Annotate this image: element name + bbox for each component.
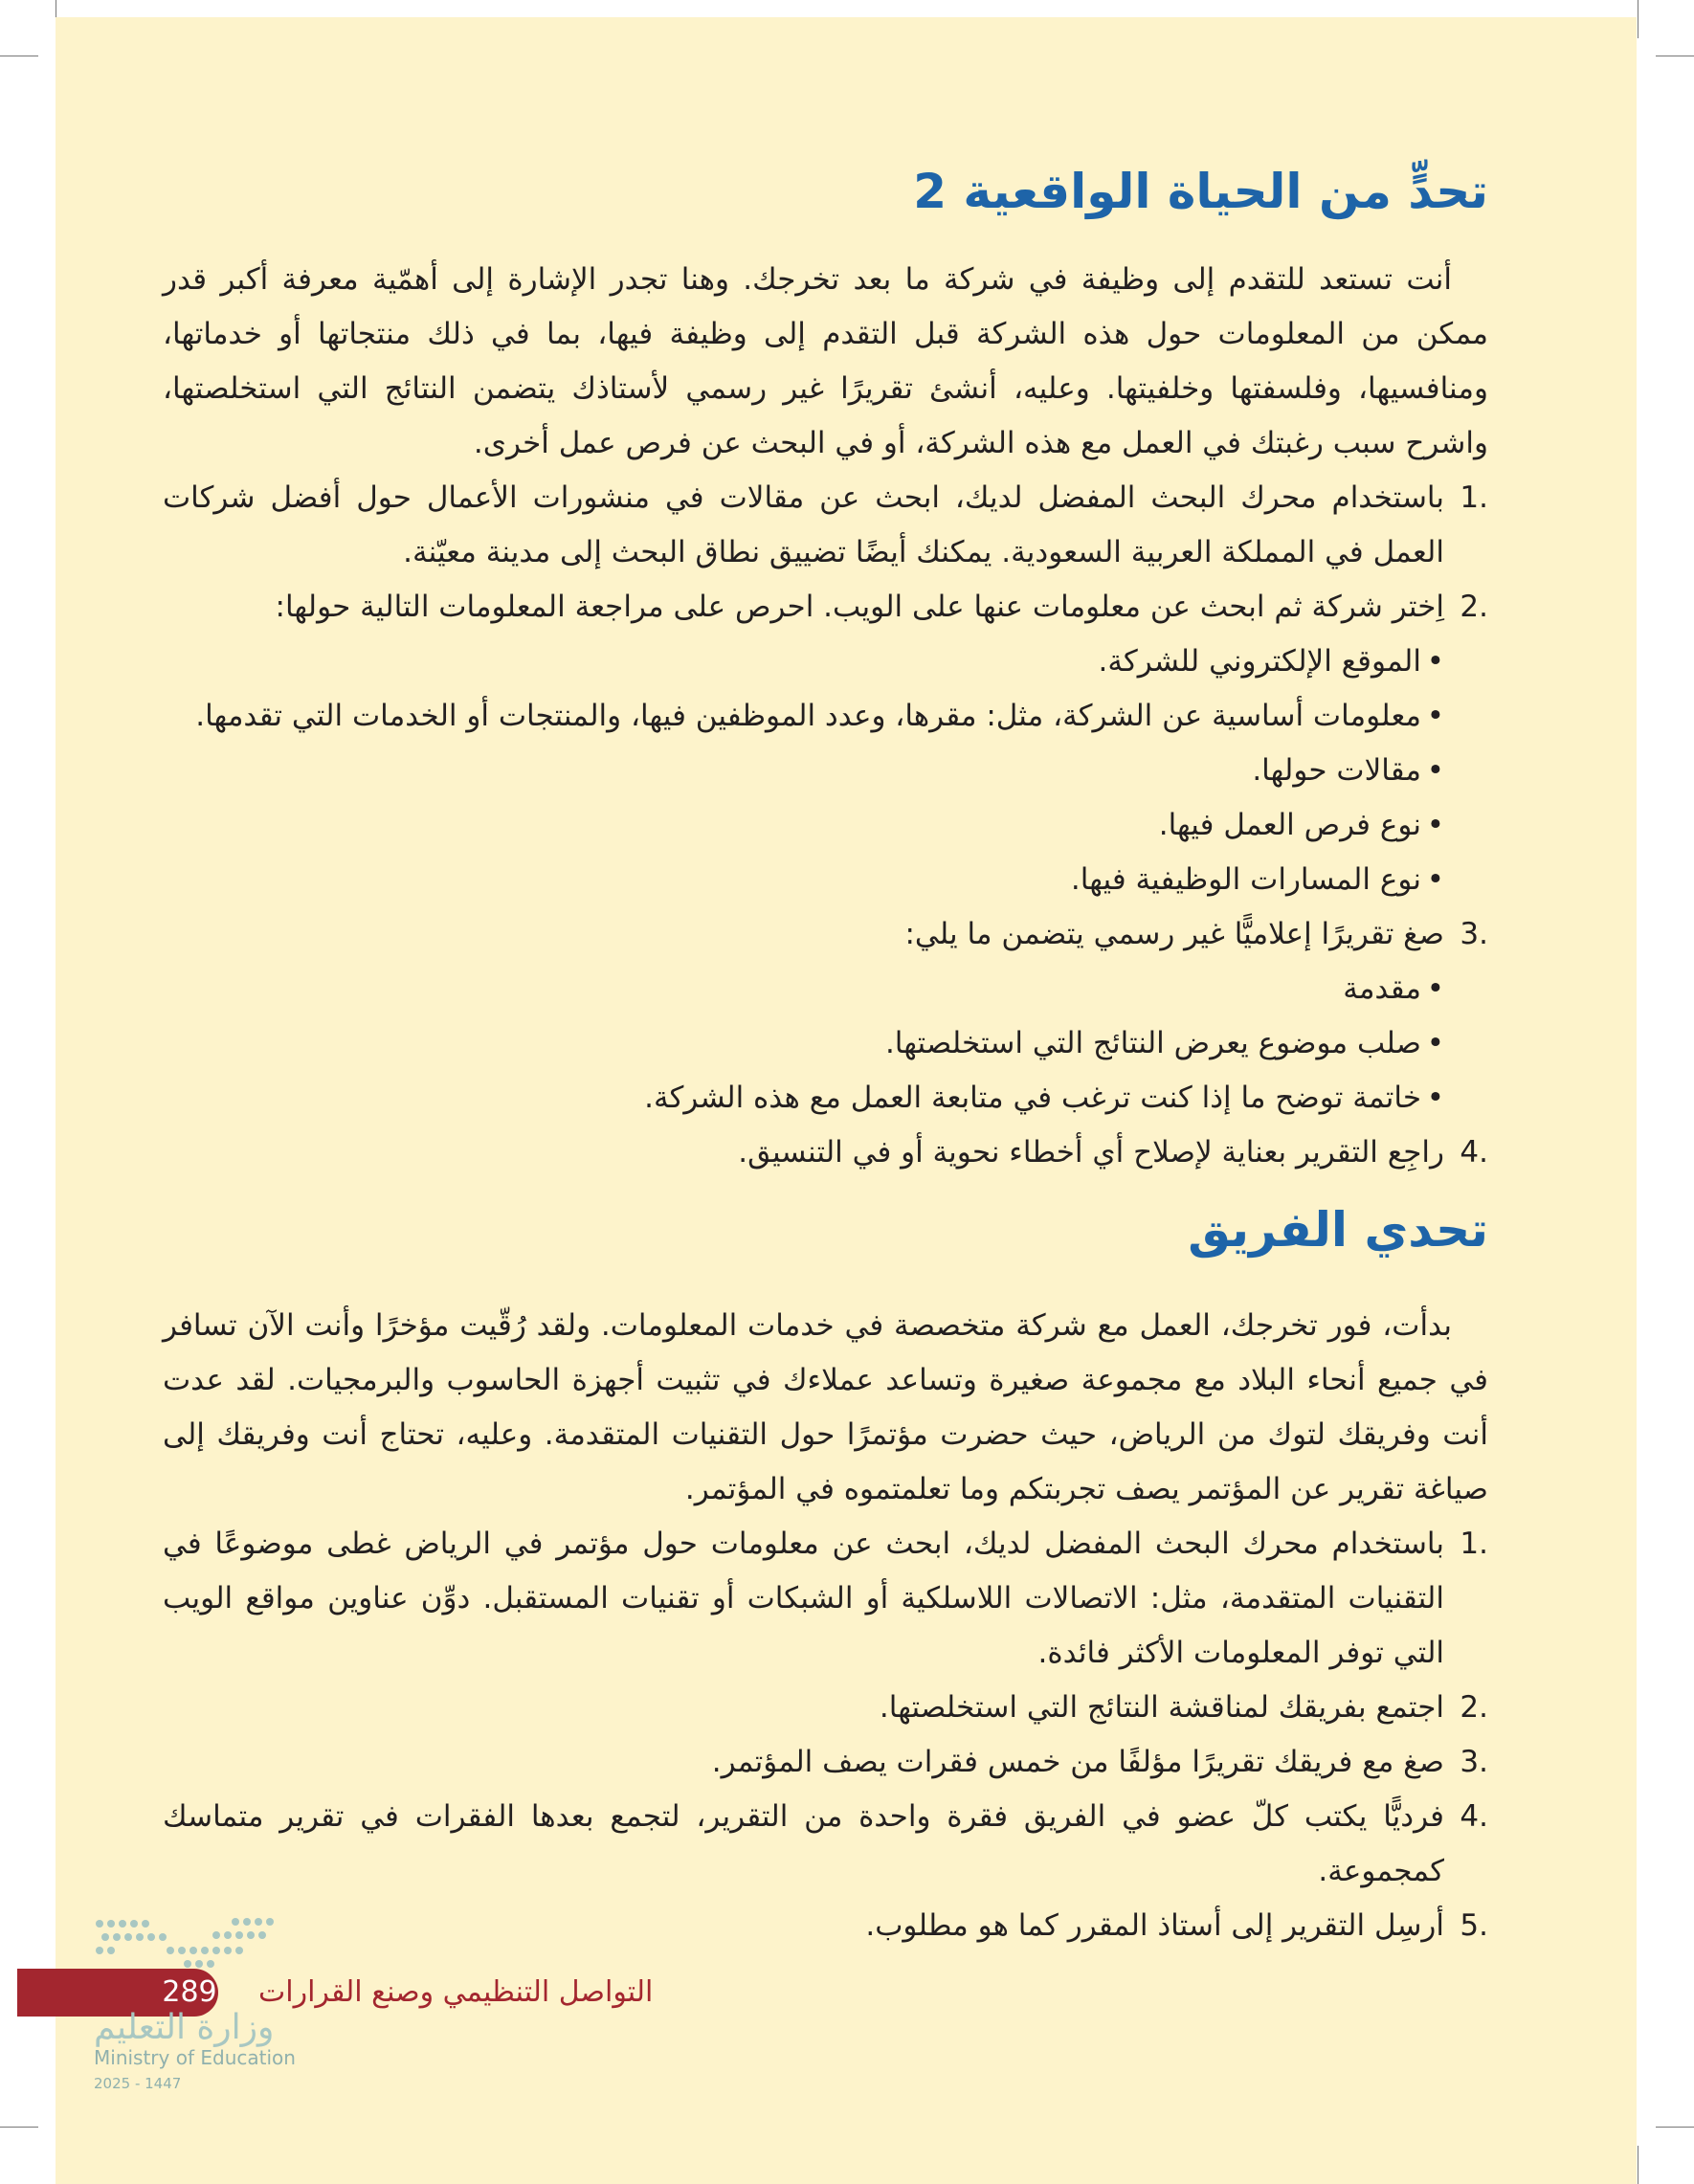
team-intro: بدأت، فور تخرجك، العمل مع شركة متخصصة في خدمات المعلومات. ولقد رُقّيت مؤخرًا وأنت الآن تسافر في جميع أنحاء البلاد مع مجموعة صغيرة وتساعد عملاءك في تثبيت أجهزة الحاسوب والبرمجيات. لقد عدت أنت وفريقك لتوك من الرياض، حيث حضرت مؤتمرًا حول التقنيات المتقدمة. وعليه، تحتاج أنت وفريقك إلى صياغة تقرير عن المؤتمر يصف تجربتكم وما تعلمتموه في المؤتمر.: [163, 1308, 1488, 1506]
book-title: التواصل التنظيمي وصنع القرارات: [258, 1975, 654, 2009]
challenge-intro: أنت تستعد للتقدم إلى وظيفة في شركة ما بعد تخرجك. وهنا تجدر الإشارة إلى أهمّية معرفة أكبر قدر ممكن من المعلومات حول هذه الشركة قبل التقدم إلى وظيفة فيها، بما في ذلك منتجاتها أو خدماتها، ومنافسيها، وفلسفتها وخلفيتها. وعليه، أنشئ تقريرًا غير رسمي لأستاذك يتضمن النتائج التي استخلصتها، واشرح سبب رغبتك في العمل مع هذه الشركة، أو في البحث عن فرص عمل أخرى.: [163, 262, 1488, 460]
list-item: [163, 1790, 1488, 1899]
bullet-item: • مقدمة: [163, 962, 1444, 1016]
challenge-title: تحدٍّ من الحياة الواقعية 2: [913, 164, 1488, 219]
step-text: صغ تقريرًا إعلاميًّا غير رسمي يتضمن ما يلي:: [904, 917, 1444, 951]
edition-year: 2025 - 1447: [94, 2075, 182, 2092]
step-text: راجِع التقرير بعناية لإصلاح أي أخطاء نحوية أو في التنسيق.: [738, 1135, 1444, 1170]
step-number: 3.: [1460, 917, 1488, 951]
step-number: 1.: [1460, 1527, 1488, 1561]
bullet-item: • نوع فرص العمل فيها.: [163, 798, 1444, 853]
bullet-item: • نوع المسارات الوظيفية فيها.: [163, 853, 1444, 907]
step-number: 2.: [1460, 1690, 1488, 1725]
step-text: اِختر شركة ثم ابحث عن معلومات عنها على الويب. احرص على مراجعة المعلومات التالية حولها:: [275, 590, 1444, 624]
step-number: 4.: [1460, 1135, 1488, 1170]
bullet-list: [163, 635, 1444, 907]
list-item: [163, 907, 1488, 1125]
bullet-list: [163, 962, 1444, 1125]
step-text: فرديًّا يكتب كلّ عضو في الفريق فقرة واحدة من التقرير، لتجمع بعدها الفقرات في تقرير متماسك كمجموعة.: [163, 1799, 1444, 1888]
ministry-logo-icon: [92, 1914, 283, 1972]
step-text: باستخدام محرك البحث المفضل لديك، ابحث عن معلومات حول مؤتمر في الرياض غطى موضوعًا في التقنيات المتقدمة، مثل: الاتصالات اللاسلكية أو الشبكات أو تقنيات المستقبل. دوِّن عناوين مواقع الويب التي توفر المعلومات الأكثر فائدة.: [163, 1527, 1444, 1670]
challenge-steps: [163, 471, 1488, 1180]
crop-mark: [0, 2127, 38, 2128]
page-number: 289: [162, 1975, 217, 2009]
bullet-item: • الموقع الإلكتروني للشركة.: [163, 635, 1444, 689]
step-text: اجتمع بفريقك لمناقشة النتائج التي استخلصتها.: [879, 1690, 1444, 1725]
bullet-item: • صلب موضوع يعرض النتائج التي استخلصتها.: [163, 1016, 1444, 1071]
step-text: صغ مع فريقك تقريرًا مؤلفًا من خمس فقرات يصف المؤتمر.: [711, 1745, 1444, 1779]
team-title: تحدي الفريق: [1188, 1202, 1488, 1258]
bullet-item: • خاتمة توضح ما إذا كنت ترغب في متابعة العمل مع هذه الشركة.: [163, 1071, 1444, 1125]
list-item: [163, 1125, 1488, 1180]
challenge-section: [163, 163, 1488, 1180]
list-item: [163, 1735, 1488, 1790]
crop-mark: [1656, 2127, 1694, 2128]
team-section: [163, 1201, 1488, 1953]
ministry-name-arabic: وزارة التعليم: [94, 2008, 275, 2047]
list-item: [163, 1517, 1488, 1681]
list-item: [163, 1681, 1488, 1735]
list-item: [163, 1899, 1488, 1953]
list-item: [163, 580, 1488, 907]
bullet-item: • معلومات أساسية عن الشركة، مثل: مقرها، وعدد الموظفين فيها، والمنتجات أو الخدمات التي تقدمها.: [163, 689, 1444, 744]
step-number: 1.: [1460, 480, 1488, 515]
bullet-item: • مقالات حولها.: [163, 744, 1444, 798]
step-number: 2.: [1460, 590, 1488, 624]
ministry-name-english: Ministry of Education: [94, 2046, 296, 2069]
step-number: 3.: [1460, 1745, 1488, 1779]
step-number: 4.: [1460, 1799, 1488, 1834]
list-item: [163, 471, 1488, 580]
step-text: باستخدام محرك البحث المفضل لديك، ابحث عن مقالات في منشورات الأعمال حول أفضل شركات العمل في المملكة العربية السعودية. يمكنك أيضًا تضييق نطاق البحث إلى مدينة معيّنة.: [163, 480, 1444, 569]
step-number: 5.: [1460, 1908, 1488, 1943]
team-steps: [163, 1517, 1488, 1953]
step-text: أرسِل التقرير إلى أستاذ المقرر كما هو مطلوب.: [865, 1908, 1444, 1943]
